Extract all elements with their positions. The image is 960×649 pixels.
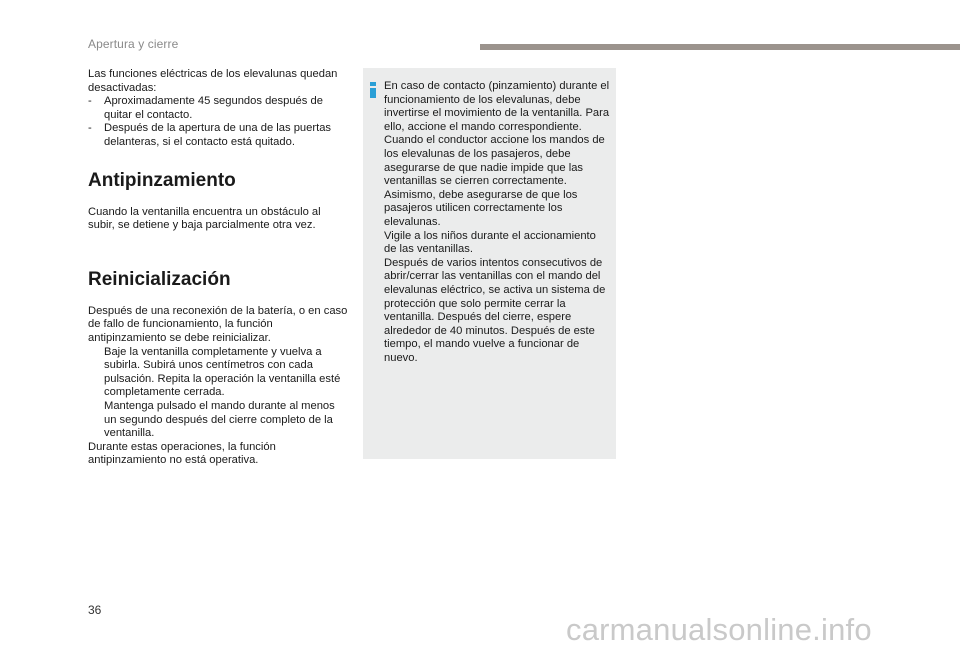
info-paragraph: Vigile a los niños durante el accionamiento de las ventanillas. [384,229,596,256]
list-item [88,346,350,400]
reset-intro: Después de una reconexión de la batería, o en caso de fallo de funcionamiento, la función antipinzamiento se debe reinicializar. [88,304,348,344]
page-number: 36 [88,603,102,617]
info-icon [370,82,376,98]
list-item-text: Mantenga pulsado el mando durante al menos un segundo después del cierre completo de la ventanilla. [104,399,335,440]
dash-marker: - [88,122,92,135]
list-item-text: Después de la apertura de una de las puertas delanteras, si el contacto está quitado. [104,122,332,148]
antipinch-heading: Antipinzamiento [88,169,236,191]
list-item [88,122,350,149]
antipinch-text: Cuando la ventanilla encuentra un obstáculo al subir, se detiene y baja parcialmente otra vez. [88,205,321,232]
list-item-text: Baje la ventanilla completamente y vuelva a subirla. Subirá unos centímetros con cada pulsación. Repita la operación la ventanilla esté completamente cerrada. [104,345,341,399]
reset-outro: Durante estas operaciones, la función antipinzamiento no está operativa. [88,440,276,467]
reset-heading: Reinicialización [88,268,231,290]
info-paragraph: Después de varios intentos consecutivos de abrir/cerrar las ventanillas con el mando del elevalunas eléctrico, se activa un sistema de protección que solo permite cerrar la ventanilla. Después del cierre, espere alrededor de 40 minutos. Después de este tiempo, el mando vuelve a funcionar de nuevo. [384,256,606,364]
watermark: carmanualsonline.info [566,612,872,647]
list-item-text: Aproximadamente 45 segundos después de quitar el contacto. [104,95,323,121]
info-paragraph: Asimismo, debe asegurarse de que los pasajeros utilicen correctamente los elevalunas. [384,188,578,228]
info-text [384,80,610,365]
intro-text: Las funciones eléctricas de los elevalunas quedan desactivadas: [88,68,338,94]
info-box [363,68,616,459]
header-bar [480,44,960,50]
list-item [88,95,350,122]
section-header-title: Apertura y cierre [88,37,179,51]
info-paragraph: En caso de contacto (pinzamiento) durante el funcionamiento de los elevalunas, debe invertirse el movimiento de la ventanilla. Para ello, accione el mando correspondiente. [384,80,610,133]
info-paragraph: Cuando el conductor accione los mandos de los elevalunas de los pasajeros, debe asegurarse de que nadie impide que las ventanillas se cierren correctamente. [384,134,605,188]
list-item [88,400,350,441]
dash-marker: - [88,95,92,108]
left-column [88,68,350,468]
